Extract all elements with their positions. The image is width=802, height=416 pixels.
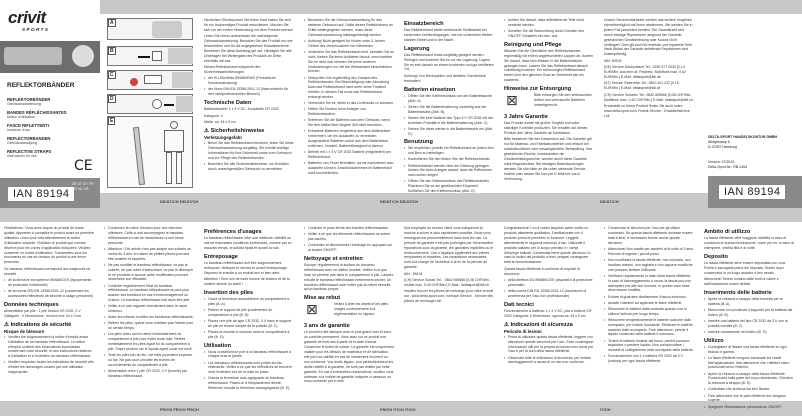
list-item: • Veuillez lire soigneusement la notice d'emploi avant l'utilisation de ce bandeau réfléchissant. La notice d'emploi contient des informations importantes concernant votre sécurité, et des instructions relatives à l'utilisation et à l'entretien du bandeau réfléchissant. — [4, 335, 94, 360]
paragraph: Das Produkt wurde mit großer Sorgfalt und unter ständiger Kontrolle produziert. Sie erhalten auf dieses Produkt drei Jahre Garantie ab Kaufdatum. — [504, 121, 588, 135]
subheading: Verletzungsgefahr — [204, 135, 243, 140]
brand-sub: SPORTS — [22, 27, 50, 32]
list-item: • Kontrollieren Sie den festen Sitz der Reflektorbänder. — [404, 157, 494, 162]
figure-c: C — [107, 70, 193, 90]
paragraph: Bitte bewahren Sie den Kassenbon auf. Die Garantie gilt nur für Material- und Fabrikationsfehler und erlischt bei missbräuchlicher oder unsachgemäßer Behandlung. Ihre gesetzlichen Rechte, insbesondere die Gewährleistungsrechte, werden durch diese Garantie nicht eingeschränkt. Bei etwaigen Beanstandungen wenden Sie sich bitte an die unten stehende Service-Hotline oder setzen Sie sich per E-Mail mit uns in Verbindung. — [504, 137, 593, 181]
paragraph: Das Reflektorband muss sorgfältig gelagert werden. Reinigen und trocknen Sie es vor der Lagerung. Lagern Sie es erst danach an einem trockenen und gut belüfteten Ort. — [404, 52, 494, 72]
list-item: • der EU-Richtlinie 89/686/EWG (Persönliche Schutzausrüstung) — [204, 76, 294, 86]
list-item: • Inserire nuovamente nel fodero (ill. D). — [704, 330, 794, 335]
list-item: • Attenzione! Non adatto per bambini al di sotto di 3 anni. Pericolo di ingerire i piccoli pezzi. — [604, 247, 694, 257]
paragraph: (CH) Service Suisse Tel. : 0842 665566 [0,08 CHF/Min., mobile max. 0,40 CHF/Min.] E-Mail : deltasport@lidl.ch — [404, 278, 491, 287]
paragraph: (CH) Service Schweiz Tel.: 0842 665566 [0,08 CHF/Min., Mobilfunk max. 0,40 CHF/Min.] E-Mail: deltasport@lidl.ch — [604, 92, 693, 102]
list-item: • Wir empfehlen, jeweils ein Reflektorband an jedem Arm und Bein zu befestigen. — [404, 146, 494, 156]
section-heading: ⚠ Indications de sécurité — [4, 321, 72, 328]
list-item: • Ne pas modifier le bandeau réfléchissant, ne pas le colorier, ne pas coller d'autocollant, ne pas le découper et ne procéder à aucune autre modification pouvant restreindre son efficacité. — [104, 263, 194, 283]
section-heading: Inserimento delle batterie — [704, 289, 772, 296]
list-item: • Öffnen Sie den Klettverschluss des Reflektorbandes. Platzieren Sie es am gewünschten Körperteil. Schließen Sie den Klettverschluss (Abb. E). — [404, 179, 494, 194]
section-heading: 3 Jahre Garantie — [504, 114, 548, 121]
figure-a: A — [107, 18, 193, 40]
paragraph: Funzionamento a batteria: 1 x 3 V DC, pila a bottone CR 2032 Categoria: II Dimensioni: ognuna ca. 44 x 3 cm — [504, 308, 592, 318]
paragraph: Herzlichen Glückwunsch! Mit Ihrem Kauf haben Sie sich für ein hochwertiges Produkt entschieden. Machen Sie sich vor der ersten Verwendung mit dem Produkt vertraut. — [204, 18, 294, 32]
paragraph: Attention ! Tenir loin de toute source de chaleur et de la lumière directe du soleil ! — [204, 276, 290, 286]
section-heading: Préférences d'usages — [204, 229, 262, 235]
product-title: REFLEKTORBÄNDER — [7, 82, 75, 89]
country-codes: DE AT CH FR CH NL GB — [72, 182, 94, 191]
company-city: D-22397 Hamburg — [708, 145, 737, 149]
section-heading: 3 ans de garantie — [304, 323, 350, 330]
list-item: • Bewahren Sie die Gebrauchsanweisung für den weiteren Gebrauch auf. Sollte dieses Reflektorband an Dritte weitergegeben werden, muss diese Gebrauchsanweisung mitausgehändigt werden. — [304, 18, 394, 38]
list-item: • Batterien von Feuer fernhalten, da sie explodieren oder auslaufen können. Anschlussklemmen im Batteriefach nicht kurzschließen. — [304, 161, 394, 176]
text-column — [700, 226, 798, 411]
list-item: • Reflektorbänder werden über der Kleidung getragen. Achten Sie beim Anlegen darauf, dass die Reflektoren nach außen zeigen. — [404, 164, 494, 179]
list-item: • Placez une pile de type CR 2032, 3 V dans le support de pile en tenant compte de la polarité (ill. C). — [204, 319, 294, 329]
paragraph: Das Reflektorband bietet verbesserte Sichtbarkeit bei schlechten Lichtbedingungen, wie bei schlechtem Wetter, starkem Nebel und in der Nacht. — [404, 28, 493, 42]
section-heading: Insertion des piles — [204, 289, 254, 296]
list-item: • Ouvrir la fermeture autoadhésive du compartiment à piles (ill. A). — [204, 297, 294, 307]
list-item: • Achten Sie darauf, dass reflektierende Teile nicht verdeckt werden. — [504, 18, 594, 28]
text-column — [600, 226, 698, 365]
paragraph: Veuillez trouver les pièces de rechange pour votre produit sur : www.delta-sport.com, rubrique Service - Service des pièces de rechange Lidl — [404, 289, 494, 304]
list-item: • Inserire una batteria del tipo CR 2032 da 3 V con la polarità corretta (ill. C). — [704, 319, 794, 329]
ce-mark: CE — [74, 158, 93, 174]
section-heading: Utilizzo — [704, 337, 724, 344]
list-item: • della norma DIN EN 13356:2001-12 (accessorio di avvertenza per l'uso non professionale) — [504, 289, 594, 299]
paragraph: Achtung! Von Hitzequellen und direktem Sonnenlicht fernhalten! — [404, 73, 486, 83]
list-item: • Ziehen Sie die Batteriehalterung vorsichtig aus der Batterietasche (Abb. B). — [404, 105, 494, 115]
paragraph: Maße: ca. 44 x 3 cm — [204, 120, 236, 125]
list-item: • de la directive européenne 89/686/CEE (équipements de protection individuelle) — [4, 278, 94, 288]
text-column — [500, 226, 598, 367]
list-item: • Rimuovere con prudenza il supporto per la batteria dal fodero (ill. B). — [704, 308, 794, 318]
list-item: • della direttiva EU 89/686/CEE (dispositivi di protezione personale) — [504, 278, 594, 288]
paragraph: (DE) Service Deutschland Tel.: 0180 577 2033 [0,14 EUR/Min. aus dem dt. Festnetz, Mobilfunk max. 0,42 EUR/Min.] E-Mail: deltasport@lidl.de — [604, 65, 686, 79]
paragraph: Le bandeau réfléchissant doit être soigneusement entreposé. Nettoyez et séchez-le avant l'entreposage. Déposez-le ensuite à un endroit sec et bien aéré. — [204, 260, 288, 275]
list-item: • Osservare tutte le indicazioni di sicurezza, per evitare danneggiamenti a causa di un uso non conforme. — [504, 356, 594, 366]
paragraph: La fascia riflettente offre maggiore visibilità in caso di condizioni di scarsa illuminazione, come per es. in caso di intemperie, nebbia fitta e di notte. — [704, 236, 794, 250]
company-street: Wragekamp 6 — [708, 140, 730, 144]
list-item: • Aidez les enfants à mettre les bandeaux réfléchissants. — [104, 315, 194, 320]
text-column — [500, 18, 598, 183]
section-heading: Hinweise zur Entsorgung — [504, 86, 572, 93]
list-item: • Veiller à ne pas regarder directement dans le rayon lumineux. — [104, 304, 194, 314]
list-item: • Aiutate i bambini ad applicare le fasce riflettenti. — [604, 301, 694, 306]
list-item: • Helfen Sie Kindern beim Anlegen von Reflektorbändern. — [304, 107, 394, 117]
list-item: • Les piles vides sont à retirer immédiatement du compartiment à pile pour éviter toute fuite. Retirez immédiatement les piles ayant fui du compartiment à pile. Soyez prudent car le liquide ayant coulé est nocif. — [104, 332, 194, 352]
crossed-bin-icon: ⊠ — [506, 93, 518, 110]
list-item: • Verändern Sie das Reflektorband nicht, bemalen Sie es nicht, kleben Sie keine Aufkleber darauf, verschneiden Sie es nicht und nehmen Sie keine anderen Veränderungen vor, die die Wirksamkeit einschränken können. — [304, 50, 394, 75]
section-heading: Batterien einsetzen — [404, 86, 456, 93]
text-column — [0, 226, 98, 376]
list-item: • Controllare che la fascia sia ben fissata. — [704, 387, 794, 392]
language-item: REFLECTORBANDEN Gebruiksaanwijzing — [7, 136, 51, 145]
footer-label: IT/CH — [600, 407, 611, 412]
list-item: • Prima di utilizzare questa fascia riflettente, leggere con attenzione queste istruzioni per l'uso. Esse contengono informazioni utili per la propria sicurezza così come per l'uso e per la cura della fascia riflettente. — [504, 335, 594, 355]
list-item: • Attention ! Cet article n'est pas adapté aux enfants de moins de 3 ans, en raison de petites pièces pouvant être avalées et aspirées. — [104, 247, 194, 262]
list-item: • der Norm DIN EN 13356:2001-12 (Warnzubehör für den nichtprofessionellen Bereich) — [204, 87, 294, 97]
cover-footer — [0, 178, 100, 208]
imprint — [708, 135, 798, 170]
language-list — [7, 97, 97, 162]
list-item: • Retirez les piles, quand vous n'utilisez pas l'article pour un certain temps. — [104, 321, 194, 331]
list-item: • Überprüfen Sie regelmäßig den Zustand des Reflektorbandes. Bei Beschädigung oder Abnutzung kann das Reflektorband nicht mehr seine Funktion erfüllen. In diesem Fall muss das Reflektorband entsorgt werden. — [304, 76, 394, 101]
text-column — [600, 18, 698, 120]
paragraph: Lesen Sie hierzu aufmerksam die nachfolgende Gebrauchsanweisung. Benutzen Sie das Produkt nur wie beschrieben und für die angegebenen Einsatzbereiche. Bewahren Sie diese Anleitung gut auf. Händigen Sie alle Unterlagen bei Weitergabe des Produkts an Dritte ebenfalls mit aus. — [204, 34, 293, 63]
list-item: • Retirez le support de pile prudemment du compartiment à pile (ill. B). — [204, 308, 294, 318]
list-item: • Achtung! Nicht geeignet für Kinder unter 3 Jahren. Gefahr des Verschluckens von Kleinteilen. — [304, 39, 394, 49]
list-item: • Connectez et déconnectez l'éclairage en appuyant sur la touche ON/OFF. — [304, 243, 394, 253]
language-item: BANDES RÉFLÉCHISSANTES Notice d'utilisation — [7, 110, 67, 119]
language-item: REFLEKTORBÄNDER Gebrauchsanweisung — [7, 97, 51, 106]
list-item: • de la norme DIN EN 13356:2001-12 (concernant les accessoires réflecteurs de sécurité à usage personnel) — [4, 289, 94, 299]
list-item: • Contrôler régulièrement l'état du bandeau réfléchissant. Le bandeau réfléchissant ne peut plus assurer ses fonctions en cas d'endommagement ou d'usure. Le bandeau réfléchissant doit alors être jeté. — [104, 284, 194, 304]
list-item: • Entladene Batterien umgehend aus dem Batteriefach entnehmen, um ein Auslaufen zu vermeiden. Ausgelaufene Batterien sofort aus dem Batteriefach entfernen. Vorsicht, Batterieflüssigkeit ist ätzend. — [304, 129, 394, 149]
paragraph: Questa fascia riflettente è conforme ai requisiti di sicurezza: — [504, 266, 580, 276]
section-heading: Ambito di utilizzo — [704, 229, 751, 235]
list-item: • Alimentation avec 1 pile CR 2032, 3 V (fournie) par bandeau réfléchissant. — [104, 369, 194, 379]
paragraph: (AT) Service Österreich Tel.: 0820 201 222 [0,15 EUR/Min.] E-Mail: deltasport@lidl.at — [604, 81, 679, 91]
list-item: • Setzen Sie diese wieder in die Batterietasche ein (Abb. D). — [404, 127, 494, 137]
list-item: • Rimuovere tempestivamente le batterie scariche dallo scomparto, per evitare fuoriuscite. Eliminare le batterie scariche dallo scomparto. Fare attenzione, perché il liquido contenuto nella batteria è corrosivo. — [604, 318, 694, 338]
disposal-text: Veillez à jeter les objets et les piles usagés conformément à la réglementation en vigueur. — [334, 302, 389, 317]
list-item: • Aprire la chiusura a strappo della borsetta per la batteria (ill. A). — [704, 297, 794, 307]
paragraph: Félicitations ! Vous avez acquis un produit de haute qualité. Apprenez à connaître le produit avant sa première utilisation. Lisez pour cela attentivement la notice d'utilisation suivante. N'utilisez le produit que comme décrit et pour les zones d'application indiquées. Veuillez conserver ce notice d'utilisation. Transmettez tous les documents en cas de cession du produit à une tierce personne. — [4, 226, 94, 265]
list-item: • Aprire la chiusura a strappo della fascia riflettente. Posizionarla sulla parte del corpo desiderata. Chiudere la chiusura a strappo (ill. E). — [704, 372, 794, 387]
paragraph: Essuyer régulièrement la surface du bandeau réfléchissant avec un chiffon humide. Veillez à ce que l'eau ne pénètre pas dans le compartiment à pile. Laissez ensuite le bandeau réfléchissant entièrement sécher. Un bandeau réfléchissant sale n'offre pas la même sécurité qu'un bandeau propre. — [304, 262, 394, 292]
disposal-note — [504, 93, 594, 111]
version: Version: 07/2013 — [708, 160, 735, 164]
crossed-bin-icon: ⊠ — [306, 302, 318, 319]
text-column — [300, 226, 398, 386]
list-item: • Evitare di guardare direttamente il fascio luminoso. — [604, 295, 694, 300]
list-item: • Veiller à ce que les éléments réfléchissants ne soient pas cachés. — [304, 232, 394, 242]
list-item: • Verificare regolarmente lo stato della fascia riflettente. In caso di danneggiamento o usura, la fascia può non adempiere più alle sue funzioni. In questo caso essa deve essere smaltita. — [604, 274, 694, 294]
paragraph: Congratulazioni! Con il vostro acquisto avete scelto un prodotto altamente qualitativo. Familiarizzate con il prodotto prima di prenderlo in funzione. Leggete attentamente le seguenti istruzioni d'uso. Utilizzate il prodotto soltanto per lo scopo previsto e i campi d'impiego indicati. Conservate bene queste istruzioni. In caso di inoltro del prodotto a terzi, pregasi consegnare tutta la documentazione. — [504, 226, 591, 265]
list-item: • Ouvrez la fermeture auto-agrippante du bandeau réfléchissant. Placez-le à l'emplacement désiré. Refermez ensuite la fermeture autoagrippante (ill. E). — [204, 376, 294, 391]
text-column — [300, 18, 398, 177]
section-heading: Lagerung — [404, 45, 430, 52]
paragraph: La fascia riflettente deve essere depositata con cura. Pulirla e asciugarla prima del deposito. Subito dopo conservarla in un luogo asciutto e ben aerato. — [704, 260, 786, 275]
subheading: Pericolo di lesioni — [504, 328, 542, 334]
language-item: REFLECTIVE STRAPS Instructions for use — [7, 149, 52, 158]
text-column — [200, 226, 298, 392]
paragraph: Unsere Servicemitarbeiter werden das weitere Vorgehen schnellstmöglich mit Ihnen abstimmen. Wir werden Sie in jedem Fall persönlich beraten. Die Garantiezeit wird durch etwaige Reparaturen aufgrund der Garantie, gesetzlichen Gewährleistung oder Kulanz nicht verlängert. Dies gilt auch für ersetzte und reparierte Teile. Nach Ablauf der Garantie anfallende Reparaturen sind kostenpflichtig. — [604, 18, 693, 57]
text-column — [200, 18, 298, 173]
list-item: • Fare attenzione che le parti riflettenti non vengano coperte. — [704, 394, 794, 404]
language-item: FASCE RIFLETTENTI Istruzioni d'uso — [7, 123, 49, 132]
section-heading: Entreposage — [204, 253, 238, 260]
cover — [0, 0, 100, 208]
text-column — [400, 226, 498, 306]
brand-logo: crivit — [8, 8, 46, 27]
section-heading: Technische Daten — [204, 100, 252, 107]
footer-label: DE/AT/CH DE/AT/CH — [160, 199, 199, 204]
section-heading: Benutzung — [404, 139, 433, 146]
section-heading: Données techniques — [4, 301, 59, 308]
section-heading: Reinigung und Pflege — [504, 41, 562, 48]
product-photo — [0, 41, 100, 73]
paragraph: Le bandeau réfléchissant offre une meilleure visibilité en cas de mauvaises conditions lumineuses, comme par ex. mauvais temps, brouillard épais et durant la nuit. — [204, 236, 293, 250]
paragraph: Batteriebetrieb: 1 x 3 V DC, Knopfzelle CR 2032 — [204, 107, 279, 112]
list-item: • Tenir les piles loin du feu, car elles pourraient exploser ou fuir. Ne pas court-circuiter les bornes de raccordements du compartiment à pile. — [104, 353, 194, 368]
list-item: • Rimuovere le batterie dalla custodia quando non si utilizza l'articolo per lungo tempo. — [604, 307, 694, 317]
list-item: • Schalten Sie die Beleuchtung durch Drücken des ON/OFF-Schalters ein bzw. aus. — [504, 29, 594, 39]
delta-sport-number: Delta-Sport-Nr.: RB-1464 — [708, 165, 748, 169]
figure-b: B — [107, 46, 193, 66]
list-item: • Vermeiden Sie es, direkt in das Lichtmodul zu schauen. — [304, 101, 394, 106]
section-heading: Deposito — [704, 253, 728, 260]
company-name: DELTA-SPORT HANDELSKONTOR GMBH — [708, 135, 778, 139]
figure-d: D — [107, 94, 193, 114]
list-item: • Öffnen Sie den Klettverschluss von der Batterietasche (Abb. A). — [404, 94, 494, 104]
section-heading: Utilisation — [204, 342, 232, 349]
paragraph: Le produit a été fabriqué avec le plus grand soin et sous un contrôle permanent. Vous avez sur ce produit une garantie de trois ans à partir de la date d'achat. Conservez le ticket de caisse. La garantie est uniquement valable pour les défauts de matériaux et de fabrication, elle perd sa validité en cas de maniement incorrect ou non conforme. Vos droits légaux, tout particulièrement les droits relatifs à la garantie, ne sont pas limités par cette garantie. En cas d'éventuelles réclamations, veuillez vous adresser à la hotline de garantie indiquée ci-dessous ou nous contacter par e-mail. — [304, 330, 394, 384]
top-header-bar — [100, 0, 802, 14]
list-item: • Spegnere l'illuminazione premendo su ON/OFF. — [704, 405, 794, 410]
list-item: • Tenere le batterie lontane dal fuoco, perché possono esplodere o perdere liquido. Non cortocircuitare i morsetti di collegamento nello scomparto della batteria. — [604, 339, 694, 354]
bottom-header-bar — [0, 208, 802, 222]
list-item: • Funzionamento con 1 x batteria CR 2032 da 3 V (inclusa) per ogni fascia riflettente. — [604, 354, 694, 364]
footer-label: FR/CH FR/CH FR/CH — [160, 407, 199, 412]
list-item: • Conservez la notice d'emploi pour une relecture ultérieure. Celle-ci doit accompagner le bandeau réfléchissant en cas de transmission à une tierce personne. — [104, 226, 194, 246]
paragraph: Wischen Sie die Oberfläche des Reflektorbandes regelmäßig mit einem angefeuchteten Lappen ab. Achten Sie darauf, dass kein Wasser in die Batterietasche gelangen kann. Lassen Sie das Reflektorband danach vollständig trocknen. Ein schmutziges Reflektorband bietet nicht den gleichen Grad an Sicherheit wie ein sauberes. — [504, 48, 593, 83]
disposal-text: Bitte entsorgen Sie den verbrauchten Artikel und verbrauchte Batterien umweltgerecht. — [534, 93, 592, 107]
imprint-ian-block — [708, 176, 802, 208]
figure-e: E — [107, 116, 193, 188]
paragraph: Dieses Reflektorband entspricht den Sicherheitsanforderungen — [204, 65, 261, 75]
list-item: • Contrôler le pose ferme des bandes réfléchissantes. — [304, 226, 394, 231]
paragraph: IAN: 89194 — [604, 58, 622, 63]
paragraph: Ce bandeau réfléchissant correspond aux exigences de sécurité — [4, 266, 91, 276]
list-item: • Placez-le ensuite à nouveau dans le compartiment à pile (ill. D). — [204, 330, 294, 340]
list-item: • Conservare le istruzioni per l'uso per gli utilizzi successivi. Se questa fascia riflettente dovesse essere data a terzi, è necessario fornire anche queste istruzioni. — [604, 226, 694, 246]
paragraph: Alimentation par pile : 1 pile bouton CR 2032, 3 V Catégorie : II Dimensions : environ env. 44 x 3 cm — [4, 308, 82, 318]
list-item: • Non modificare la fascia riflettente, non colorarla, non incollare adesivi, non tagliarla e non apporre modifiche che possano limitare l'efficacia. — [604, 258, 694, 273]
paragraph: IAN : 89194 — [404, 271, 423, 276]
section-heading: Mise au rebut — [304, 295, 341, 302]
list-item: • Les bandeaux réfléchissants sont portés sur les vêtements. Veillez à ce que les réflecteurs se trouvent vers l'extérieur lors de la mise en place. — [204, 361, 294, 376]
section-heading: Dati tecnici — [504, 301, 534, 308]
list-item: • Consigliamo di fissare una fascia riflettente su ogni braccio e gamba. — [704, 345, 794, 355]
list-item: • Entfernen Sie die Batterien aus dem Gehäuse, wenn Sie den Artikel über längere Zeit nicht benutzen. — [304, 118, 394, 128]
section-heading: ⚠ Sicherheitshinweise — [204, 128, 265, 134]
text-column — [400, 18, 498, 195]
paragraph: Kategorie: II — [204, 113, 223, 118]
list-item: • Setzen Sie eine Batterie des Typs 3 V CR 2032 mit der korrekten Polarität in die Batteriehalterung (Abb. C). — [404, 116, 494, 126]
footer-label: DE/AT/CH — [600, 199, 619, 204]
ian-number: IAN 89194 — [7, 186, 75, 202]
list-item: • Veuillez respecter toutes les indications de sécurité afin d'éviter les dommages causés par une utilisation inappropriée. — [4, 360, 94, 375]
list-item: • Beachten Sie alle Sicherheitshinweise, um Schäden durch unsachgemäßen Gebrauch zu vermeiden. — [204, 162, 294, 172]
subheading: Risque de blessure — [4, 328, 45, 334]
list-item: • Le fasce riflettenti vengono indossate sui vestiti. Nell'applicazione, fare attenzione che i riflettori siano posizionati verso l'esterno. — [704, 356, 794, 371]
ian-number: IAN 89194 — [718, 184, 786, 200]
paragraph: Attenzione! Tenere lontano dalle fonti di calore e dall'irradiazione solare diretta! — [704, 276, 779, 286]
section-heading: ⚠ Indicazioni di sicurezza — [504, 321, 573, 328]
section-heading: Einsatzbereich — [404, 21, 444, 27]
footer-label: DE/AT/CH DE/AT/CH — [380, 199, 419, 204]
list-item: • Betrieb mit 1 x 3 V CR 2032 Batterie (mitgeliefert) pro Reflektorband. — [304, 150, 394, 160]
disposal-note — [304, 302, 394, 320]
paragraph: Ersatzteile zu Ihrem Produkt finden Sie auch unter: www.delta-sport.com, Rubrik Service - Ersatzteilservice Lidl — [604, 104, 690, 118]
list-item: • Nous conseillons le port d'un bandeau réfléchissant à chaque bras et jambe. — [204, 350, 294, 360]
section-heading: Nettoyage et entretien — [304, 255, 363, 262]
paragraph: Nos employés du service client vous indiqueront la marche à suivre le plus rapidement possible. Nous vous renseignerons personnellement dans tous les cas. La période de garantie n'est pas prolongée par d'éventuelles réparations sous la garantie, les garanties implicites ou le remboursement. Ceci s'applique également aux pièces remplacées et réparées. Les réparations nécessaires sont à la charge de l'acheteur à la fin de la période de garantie. — [404, 226, 493, 270]
list-item: • Bevor Sie das Reflektorband benutzen, lesen Sie diese Gebrauchsanweisung sorgfältig. Sie enthält wichtige Informationen für Ihre Sicherheit sowie zum Gebrauch und zur Pflege des Reflektorbandes. — [204, 141, 294, 161]
footer-label: FR/CH IT/CH IT/CH — [380, 407, 416, 412]
text-column — [100, 226, 198, 380]
